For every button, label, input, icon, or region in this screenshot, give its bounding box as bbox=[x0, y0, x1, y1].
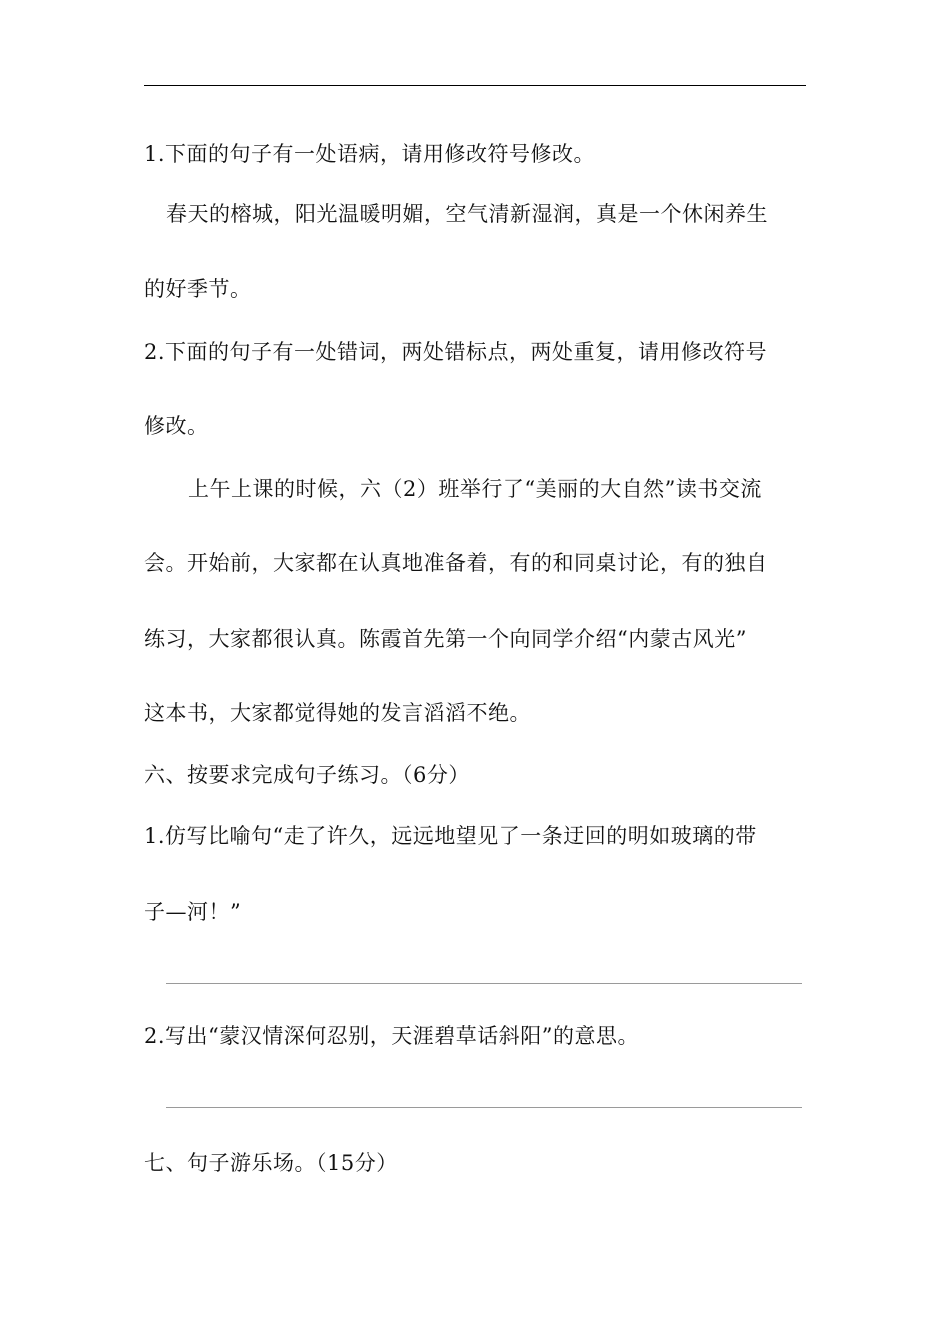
q5-2-passage-line4: 这本书，大家都觉得她的发言滔滔不绝。 bbox=[144, 701, 531, 725]
section6-q1-answer-line[interactable] bbox=[166, 983, 802, 984]
section6-heading: 六、按要求完成句子练习。（6分） bbox=[144, 763, 470, 787]
section6-q1-line2: 子—河！” bbox=[144, 900, 242, 924]
section6-q2: 2.写出“蒙汉情深何忍别，天涯碧草话斜阳”的意思。 bbox=[144, 1024, 640, 1048]
q5-2-passage-line2: 会。开始前，大家都在认真地准备着，有的和同桌讨论，有的独自 bbox=[144, 551, 768, 575]
q5-2-passage-line1: 上午上课的时候，六（2）班举行了“美丽的大自然”读书交流 bbox=[188, 477, 762, 501]
section7-heading: 七、句子游乐场。（15分） bbox=[144, 1151, 398, 1175]
q5-2-passage-line3: 练习，大家都很认真。陈霞首先第一个向同学介绍“内蒙古风光” bbox=[144, 627, 747, 651]
q5-1-prompt: 1.下面的句子有一处语病，请用修改符号修改。 bbox=[144, 142, 596, 166]
q5-2-prompt-line2: 修改。 bbox=[144, 414, 209, 438]
section6-q2-answer-line[interactable] bbox=[166, 1107, 802, 1108]
q5-1-sentence-line2: 的好季节。 bbox=[144, 277, 252, 301]
header-rule bbox=[144, 85, 806, 86]
section6-q1-line1: 1.仿写比喻句“走了许久，远远地望见了一条迂回的明如玻璃的带 bbox=[144, 824, 757, 848]
q5-2-prompt-line1: 2.下面的句子有一处错词，两处错标点，两处重复，请用修改符号 bbox=[144, 340, 768, 364]
q5-1-sentence-line1: 春天的榕城，阳光温暖明媚，空气清新湿润，真是一个休闲养生 bbox=[166, 202, 768, 226]
